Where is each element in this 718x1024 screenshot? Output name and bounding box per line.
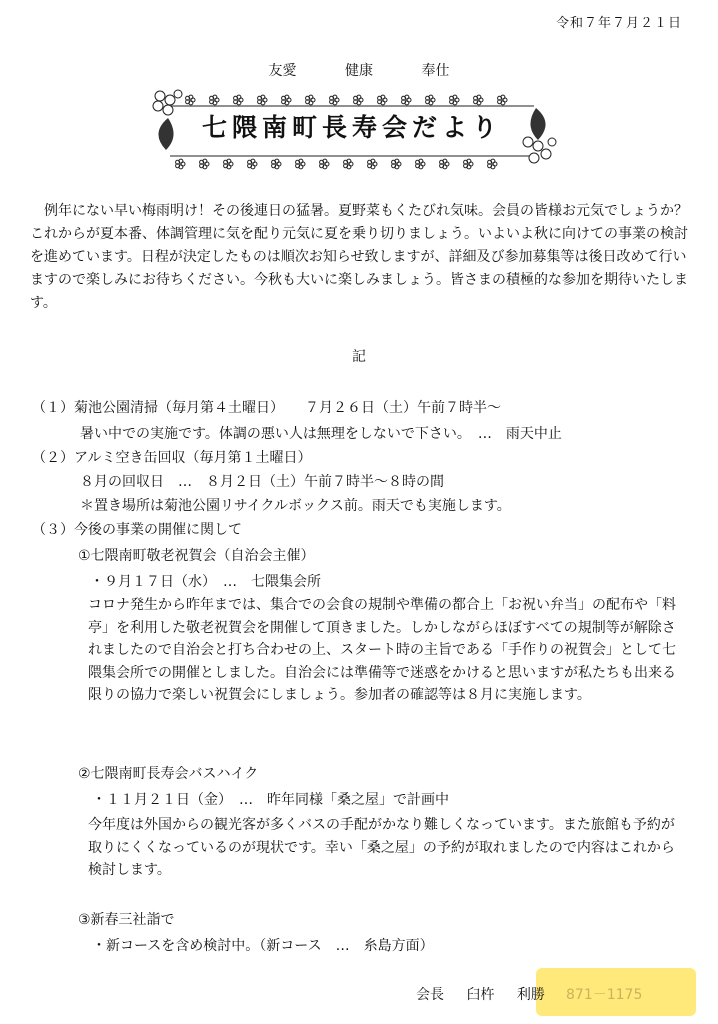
item2-heading: （２）アルミ空き缶回収（毎月第１土曜日） bbox=[32, 450, 312, 466]
motto-item: 友愛 bbox=[268, 63, 297, 79]
small-flower-icon bbox=[416, 159, 425, 169]
small-flower-icon bbox=[306, 95, 315, 105]
small-flower-icon bbox=[258, 95, 267, 105]
sub3-title: ③新春三社詣で bbox=[78, 912, 175, 928]
small-flower-icon bbox=[392, 159, 401, 169]
ki-heading: 記 bbox=[352, 349, 366, 365]
small-flower-icon bbox=[378, 95, 387, 105]
small-flower-icon bbox=[344, 159, 353, 169]
intro-paragraph: 例年にない早い梅雨明け！その後連日の猛暑。夏野菜もくたびれ気味。会員の皆様お元気でしょうか？これからが夏本番、体調管理に気を配り元気に夏を乗り切りましょう。いよいよ秋に向けての事業の検討を進めています。日程が決定したものは順次お知らせ致しますが、詳細及び参加募集等は後日改めて行いますので楽しみにお待ちください。今秋も大いに楽しみましょう。皆さまの積極的な参加を期待いたします。 bbox=[30, 203, 688, 311]
item2-detail: ８月の回収日 … ８月２日（土）午前７時半～８時の間 bbox=[80, 474, 444, 490]
signature-surname: 臼杵 bbox=[466, 987, 495, 1003]
small-flower-icon bbox=[474, 95, 483, 105]
small-flower-icon bbox=[488, 159, 497, 169]
intro-section bbox=[30, 200, 690, 315]
sub3-schedule: ・新コースを含め検討中。（新コース … 糸島方面） bbox=[92, 938, 434, 954]
small-flower-icon bbox=[176, 159, 185, 169]
small-flower-icon bbox=[426, 95, 435, 105]
signature-given-name: 利勝 bbox=[516, 987, 545, 1003]
small-flower-icon bbox=[210, 95, 219, 105]
small-flower-icon bbox=[200, 159, 209, 169]
small-flower-icon bbox=[440, 159, 449, 169]
motto bbox=[0, 60, 718, 80]
motto-item: 奉仕 bbox=[421, 63, 450, 79]
motto-item: 健康 bbox=[345, 63, 373, 79]
newsletter-title: 七隈南町長寿会だより bbox=[201, 113, 502, 142]
small-flower-icon bbox=[450, 95, 459, 105]
small-flower-icon bbox=[282, 95, 291, 105]
small-flower-icon bbox=[464, 159, 473, 169]
item1-heading: （１）菊池公園清掃（毎月第４土曜日） ７月２６日（土）午前７時半～ bbox=[32, 400, 501, 416]
small-flower-icon bbox=[498, 95, 507, 105]
sub2-schedule: ・１１月２１日（金） … 昨年同様「桑之屋」で計画中 bbox=[92, 792, 449, 808]
small-flower-icon bbox=[330, 95, 339, 105]
signature bbox=[416, 984, 563, 1004]
sub1-body: コロナ発生から昨年までは、集合での会食の規制や準備の都合上「お祝い弁当」の配布や「料亭」を利用した敬老祝賀会を開催して頂きました。しかしながらほぼすべての規制等が解除されましたので自治会と打ち合わせの上、スタート時の主旨である「手作りの祝賀会」として七隈集会所での開催としました。自治会には準備等で迷惑をかけると思いますが私たちも出来る限りの協力で楽しい祝賀会にしましょう。参加者の確認等は８月に実施します。 bbox=[88, 597, 676, 703]
redacted-phone: 871－1175 bbox=[566, 987, 643, 1003]
small-flower-icon bbox=[272, 159, 281, 169]
small-flower-icon bbox=[234, 95, 243, 105]
sub1-title: ①七隈南町敬老祝賀会（自治会主催） bbox=[78, 548, 315, 564]
small-flower-icon bbox=[320, 159, 329, 169]
issue-date: 令和７年７月２１日 bbox=[555, 16, 682, 31]
item1-detail: 暑い中での実施です。体調の悪い人は無理をしないで下さい。 … 雨天中止 bbox=[80, 426, 562, 442]
small-flower-icon bbox=[368, 159, 377, 169]
small-flower-icon bbox=[186, 95, 195, 105]
signature-role: 会長 bbox=[416, 987, 444, 1003]
item3-heading: （３）今後の事業の開催に関して bbox=[32, 522, 242, 538]
sub2-title: ②七隈南町長寿会バスハイク bbox=[78, 766, 259, 782]
sub1-schedule: ・９月１７日（水） … 七隈集会所 bbox=[90, 574, 321, 590]
small-flower-icon bbox=[402, 95, 411, 105]
title-frame bbox=[140, 78, 564, 178]
small-flower-icon bbox=[296, 159, 305, 169]
item2-note: ＊置き場所は菊池公園リサイクルボックス前。雨天でも実施します。 bbox=[80, 498, 511, 514]
small-flower-icon bbox=[354, 95, 363, 105]
sub2-body: 今年度は外国からの観光客が多くバスの手配がかなり難しくなっています。また旅館も予約が取りにくくなっているのが現状です。幸い「桑之屋」の予約が取れましたので内容はこれから検討します。 bbox=[88, 817, 675, 878]
small-flower-icon bbox=[224, 159, 233, 169]
small-flower-icon bbox=[248, 159, 257, 169]
